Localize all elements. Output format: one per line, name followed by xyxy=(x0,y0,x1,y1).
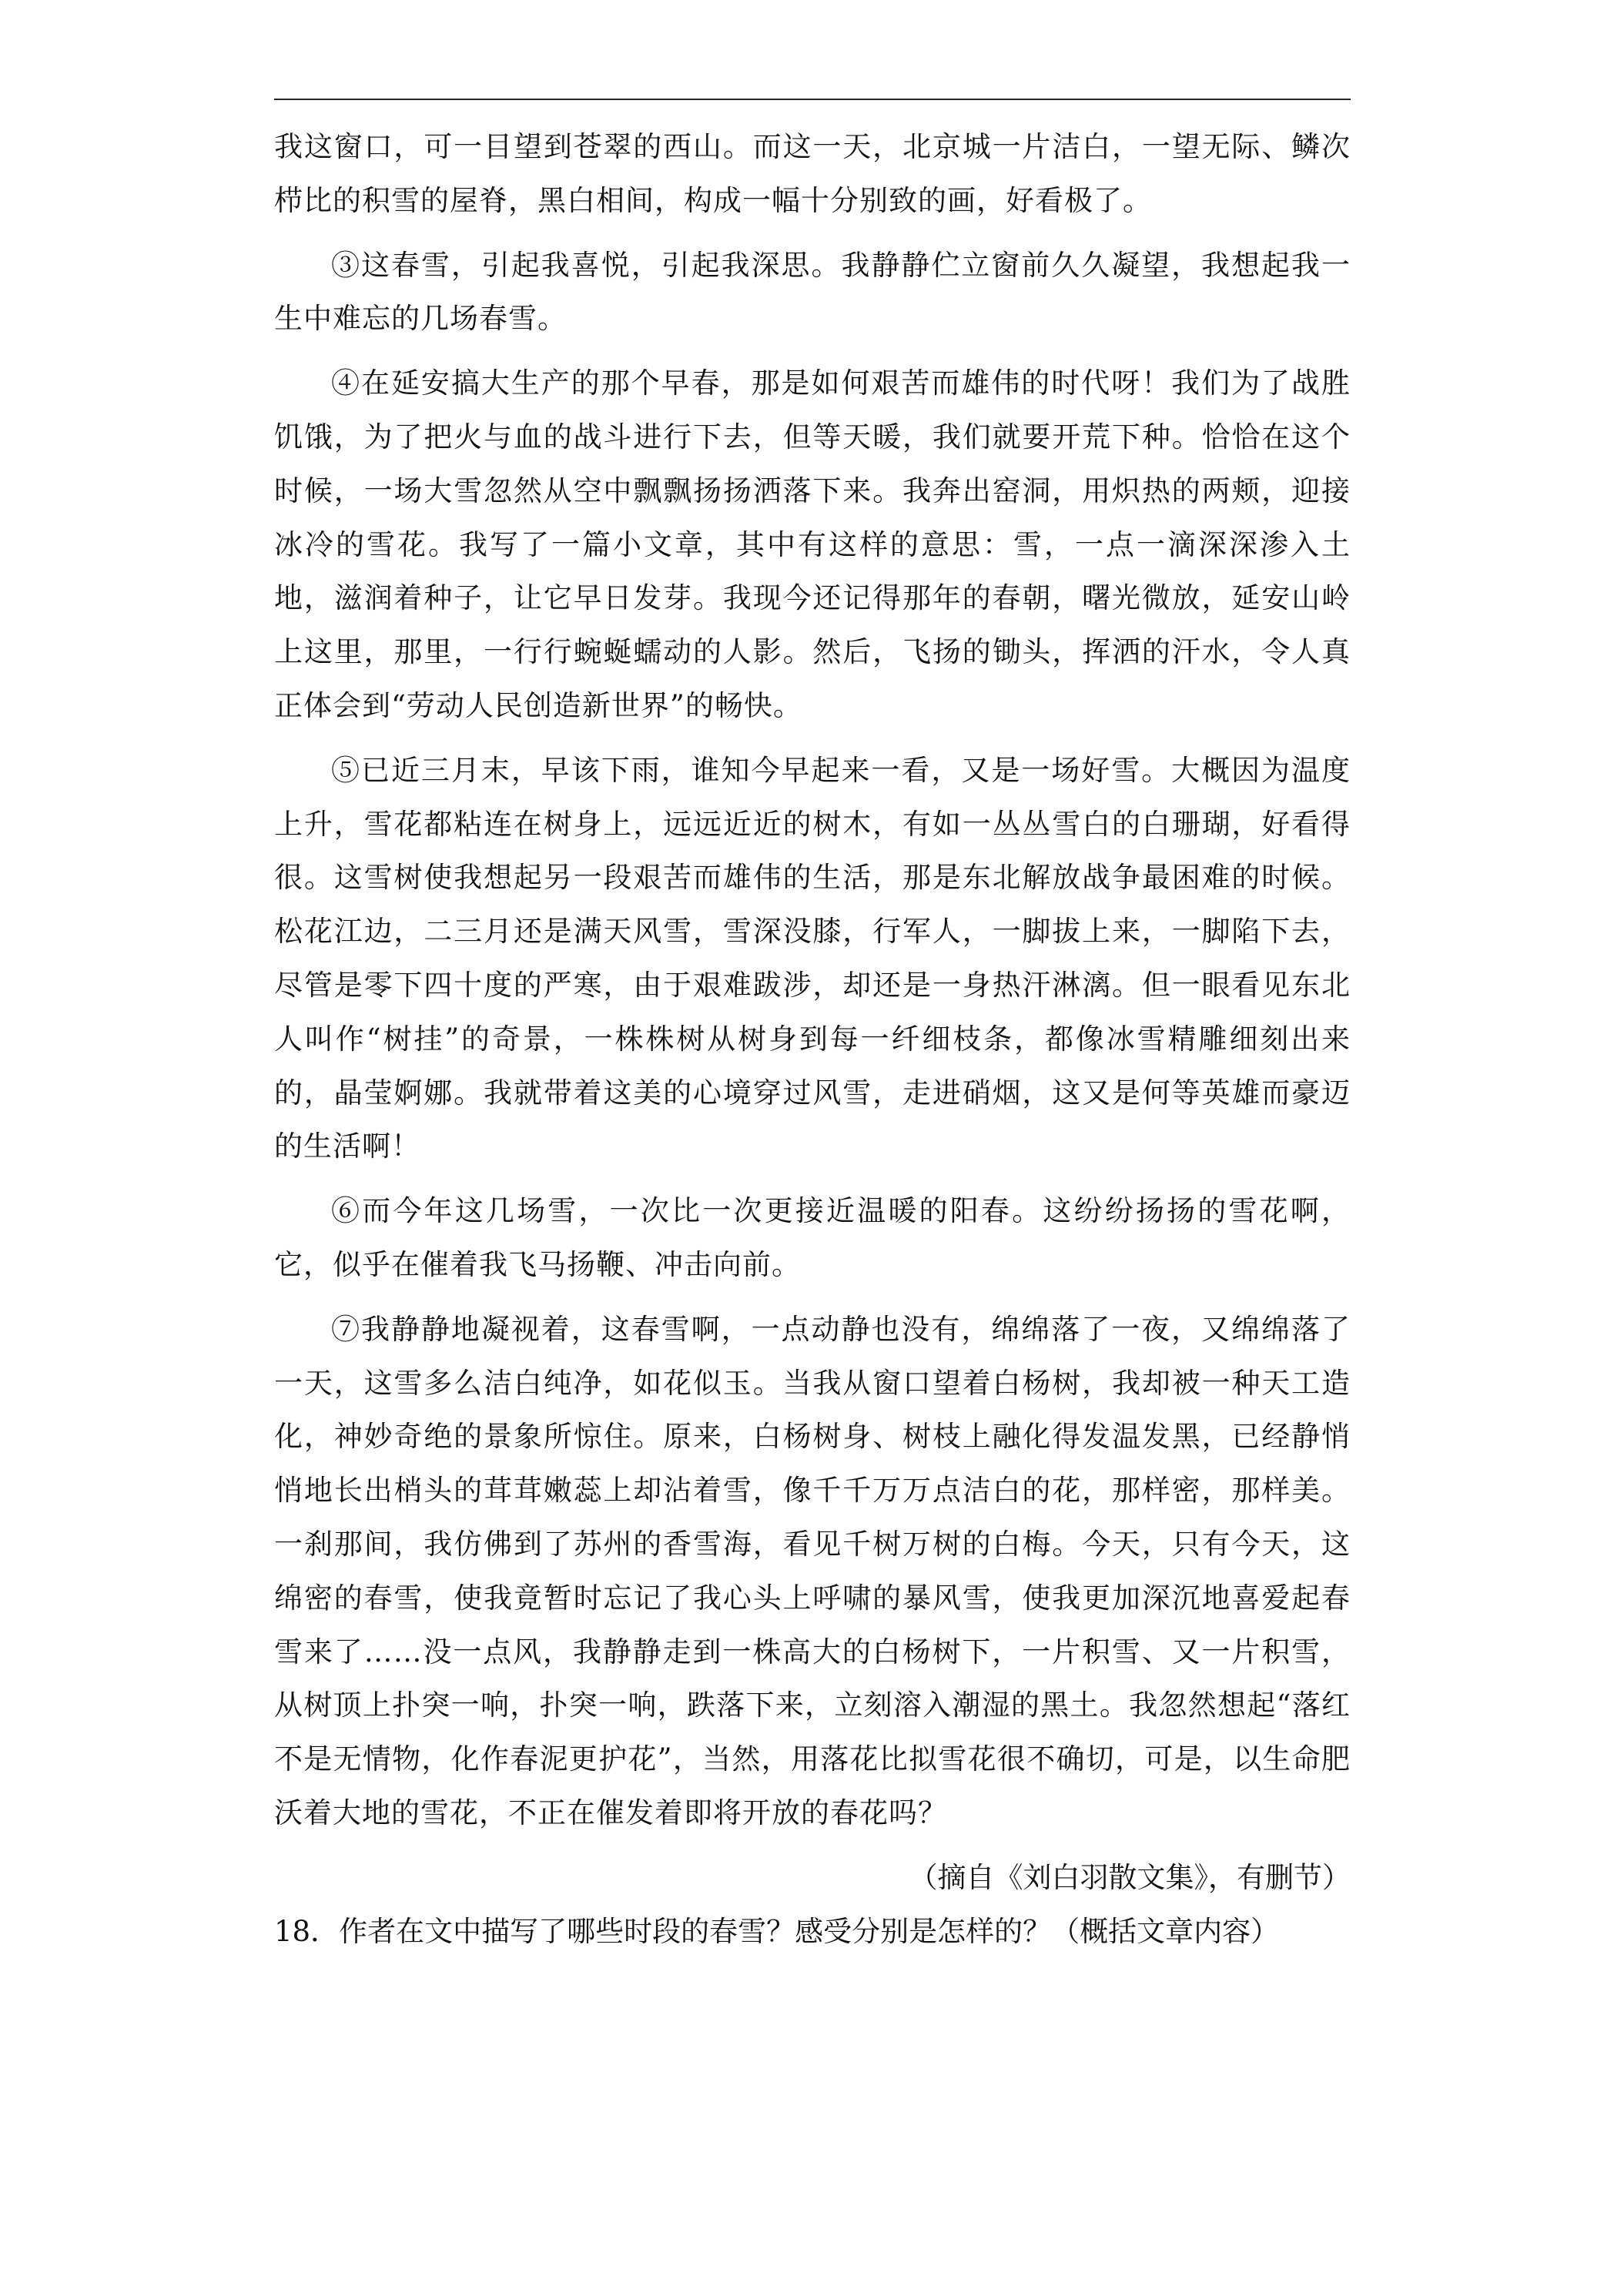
paragraph-3: ③这春雪，引起我喜悦，引起我深思。我静静伫立窗前久久凝望，我想起我一生中难忘的几场春雪。 xyxy=(274,248,1351,336)
paragraph-continuation: 我这窗口，可一目望到苍翠的西山。而这一天，北京城一片洁白，一望无际、鳞次栉比的积雪的屋脊，黑白相间，构成一幅十分别致的画，好看极了。 xyxy=(274,130,1351,217)
source-citation: （摘自《刘白羽散文集》，有删节） xyxy=(909,1860,1351,1894)
top-rule xyxy=(274,99,1351,100)
paragraph-4: ④在延安搞大生产的那个早春，那是如何艰苦而雄伟的时代呀！我们为了战胜饥饿，为了把火与血的战斗进行下去，但等天暖，我们就要开荒下种。恰恰在这个时候，一场大雪忽然从空中飘飘扬扬洒落下来。我奔出窑洞，用炽热的两颊，迎接冰冷的雪花。我写了一篇小文章，其中有这样的意思：雪，一点一滴深深渗入土地，滋润着种子，让它早日发芽。我现今还记得那年的春朝，曙光微放，延安山岭上这里，那里，一行行蜿蜒蠕动的人影。然后，飞扬的锄头，挥洒的汗水，令人真正体会到“劳动人民创造新世界”的畅快。 xyxy=(274,366,1351,722)
paragraph-7: ⑦我静静地凝视着，这春雪啊，一点动静也没有，绵绵落了一夜，又绵绵落了一天，这雪多么洁白纯净，如花似玉。当我从窗口望着白杨树，我却被一种天工造化，神妙奇绝的景象所惊住。原来，白杨树身、树枝上融化得发温发黑，已经静悄悄地长出梢头的茸茸嫩蕊上却沾着雪，像千千万万点洁白的花，那样密，那样美。一刹那间，我仿佛到了苏州的香雪海，看见千树万树的白梅。今天，只有今天，这绵密的春雪，使我竟暂时忘记了我心头上呼啸的暴风雪，使我更加深沉地喜爱起春雪来了……没一点风，我静静走到一株高大的白杨树下，一片积雪、又一片积雪，从树顶上扑突一响，扑突一响，跌落下来，立刻溶入潮湿的黑土。我忽然想起“落红不是无情物，化作春泥更护花”，当然，用落花比拟雪花很不确切，可是，以生命肥沃着大地的雪花，不正在催发着即将开放的春花吗？ xyxy=(274,1312,1351,1829)
paragraph-6: ⑥而今年这几场雪，一次比一次更接近温暖的阳春。这纷纷扬扬的雪花啊，它，似乎在催着我飞马扬鞭、冲击向前。 xyxy=(274,1194,1351,1281)
paragraph-5: ⑤已近三月末，早该下雨，谁知今早起来一看，又是一场好雪。大概因为温度上升，雪花都粘连在树身上，远远近近的树木，有如一丛丛雪白的白珊瑚，好看得很。这雪树使我想起另一段艰苦而雄伟的生活，那是东北解放战争最困难的时候。松花江边，二三月还是满天风雪，雪深没膝，行军人，一脚拔上来，一脚陷下去，尽管是零下四十度的严寒，由于艰难跋涉，却还是一身热汗淋漓。但一眼看见东北人叫作“树挂”的奇景，一株株树从树身到每一纤细枝条，都像冰雪精雕细刻出来的，晶莹婀娜。我就带着这美的心境穿过风雪，走进硝烟，这又是何等英雄而豪迈的生活啊！ xyxy=(274,753,1351,1163)
article xyxy=(274,120,1351,1958)
question-18: 18．作者在文中描写了哪些时段的春雪？感受分别是怎样的？（概括文章内容） xyxy=(274,1914,1280,1948)
